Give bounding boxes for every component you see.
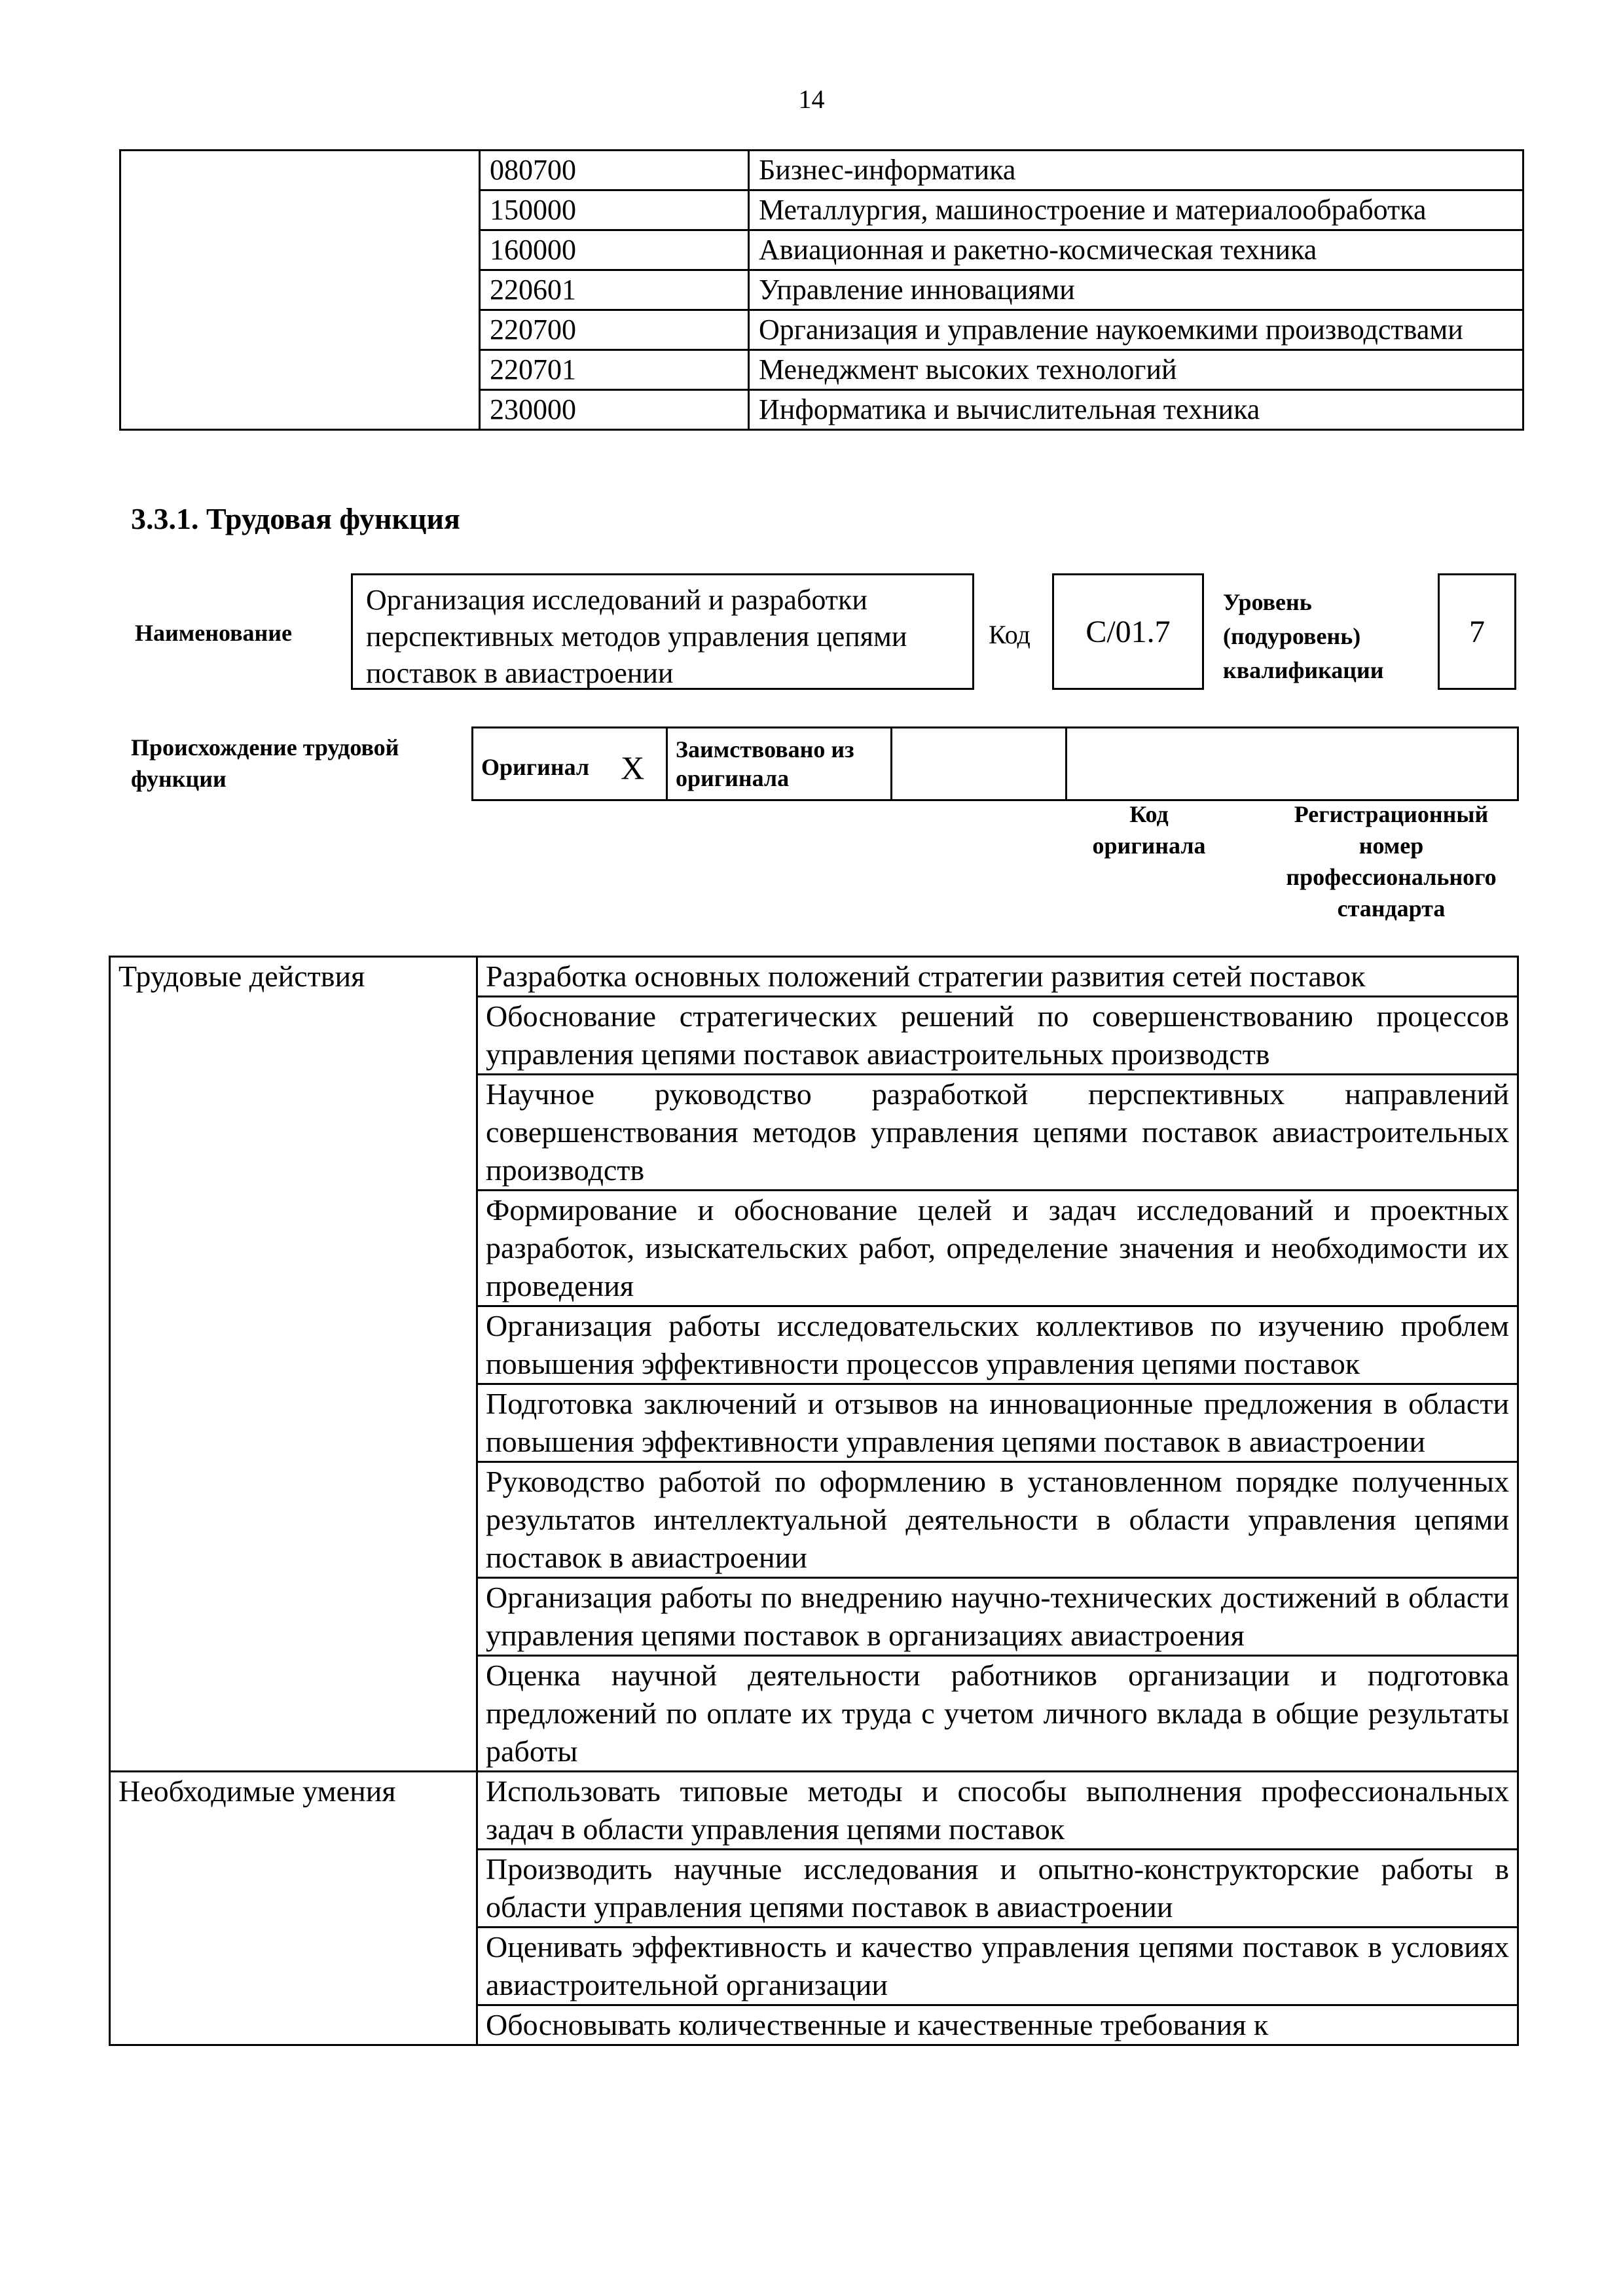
specialties-blank-cell bbox=[120, 151, 480, 430]
page-number: 14 bbox=[798, 84, 825, 114]
section-title: 3.3.1. Трудовая функция bbox=[131, 502, 460, 535]
list-item: Подготовка заключений и отзывов на инновационные предложения в области повышения эффективности управления цепями поставок в авиастроении bbox=[477, 1384, 1518, 1462]
specialty-code: 150000 bbox=[480, 190, 749, 230]
specialty-name: Бизнес-информатика bbox=[749, 151, 1523, 190]
list-item: Обосновывать количественные и качественные требования к bbox=[477, 2005, 1518, 2045]
caption-line: Регистрационный bbox=[1294, 801, 1489, 827]
labor-function-table bbox=[109, 956, 1519, 2046]
specialty-code: 160000 bbox=[480, 230, 749, 270]
specialty-code: 230000 bbox=[480, 390, 749, 430]
level-label-line: квалификации bbox=[1223, 657, 1384, 683]
registration-number-cell bbox=[1067, 728, 1518, 800]
list-item: Организация работы исследовательских коллективов по изучению проблем повышения эффективности процессов управления цепями поставок bbox=[477, 1306, 1518, 1384]
specialty-name: Авиационная и ракетно-космическая техника bbox=[749, 230, 1523, 270]
list-item: Использовать типовые методы и способы выполнения профессиональных задач в области управления цепями поставок bbox=[477, 1772, 1518, 1850]
list-item: Руководство работой по оформлению в установленном порядке полученных результатов интеллектуальной деятельности в области управления цепями поставок в авиастроении bbox=[477, 1462, 1518, 1578]
list-item: Организация работы по внедрению научно-технических достижений в области управления цепями поставок в организациях авиастроения bbox=[477, 1578, 1518, 1656]
origin-table bbox=[471, 726, 1519, 801]
specialty-name: Управление инновациями bbox=[749, 270, 1523, 310]
level-label-line: Уровень bbox=[1223, 589, 1312, 615]
caption-line: Код bbox=[1129, 801, 1169, 827]
original-code-caption bbox=[1077, 798, 1221, 861]
list-item: Оценивать эффективность и качество управления цепями поставок в условиях авиастроительной организации bbox=[477, 1928, 1518, 2005]
specialties-table bbox=[119, 149, 1524, 431]
level-label-line: (подуровень) bbox=[1223, 623, 1361, 649]
caption-line: профессионального bbox=[1286, 864, 1497, 890]
specialty-name: Металлургия, машиностроение и материалообработка bbox=[749, 190, 1523, 230]
specialty-row bbox=[120, 151, 1523, 190]
caption-line: номер bbox=[1359, 833, 1424, 859]
function-name-box: Организация исследований и разработки перспективных методов управления цепями поставок в авиастроении bbox=[351, 573, 974, 690]
original-mark: X bbox=[621, 749, 645, 786]
specialty-code: 220701 bbox=[480, 350, 749, 390]
specialty-name: Информатика и вычислительная техника bbox=[749, 390, 1523, 430]
specialty-name: Организация и управление наукоемкими производствами bbox=[749, 310, 1523, 350]
skills-label: Необходимые умения bbox=[110, 1772, 477, 2045]
registration-number-caption bbox=[1250, 798, 1532, 924]
original-cell bbox=[473, 728, 667, 800]
original-code-cell bbox=[892, 728, 1067, 800]
list-item: Научное руководство разработкой перспективных направлений совершенствования методов управления цепями поставок авиастроительных производств bbox=[477, 1075, 1518, 1191]
specialty-code: 080700 bbox=[480, 151, 749, 190]
caption-line: оригинала bbox=[1092, 833, 1206, 859]
level-value-box: 7 bbox=[1438, 573, 1516, 690]
list-item: Оценка научной деятельности работников организации и подготовка предложений по оплате их труда с учетом личного вклада в общие результаты работы bbox=[477, 1656, 1518, 1772]
labor-actions-label: Трудовые действия bbox=[110, 957, 477, 1772]
borrowed-cell: Заимствовано из оригинала bbox=[667, 728, 892, 800]
origin-label bbox=[131, 732, 399, 795]
level-label bbox=[1223, 585, 1384, 687]
specialty-code: 220700 bbox=[480, 310, 749, 350]
name-label: Наименование bbox=[135, 620, 292, 646]
origin-label-line: Происхождение трудовой bbox=[131, 734, 399, 761]
caption-line: стандарта bbox=[1337, 895, 1446, 922]
list-item: Разработка основных положений стратегии развития сетей поставок bbox=[477, 957, 1518, 997]
specialty-code: 220601 bbox=[480, 270, 749, 310]
table-row bbox=[110, 1772, 1518, 1850]
table-row bbox=[110, 957, 1518, 997]
function-code-box: C/01.7 bbox=[1052, 573, 1204, 690]
original-label: Оригинал bbox=[481, 754, 590, 780]
list-item: Обоснование стратегических решений по совершенствованию процессов управления цепями поставок авиастроительных производств bbox=[477, 997, 1518, 1075]
origin-label-line: функции bbox=[131, 766, 227, 792]
code-label: Код bbox=[989, 620, 1030, 649]
list-item: Формирование и обоснование целей и задач исследований и проектных разработок, изыскательских работ, определение значения и необходимости их проведения bbox=[477, 1191, 1518, 1306]
list-item: Производить научные исследования и опытно-конструкторские работы в области управления цепями поставок в авиастроении bbox=[477, 1850, 1518, 1928]
specialty-name: Менеджмент высоких технологий bbox=[749, 350, 1523, 390]
